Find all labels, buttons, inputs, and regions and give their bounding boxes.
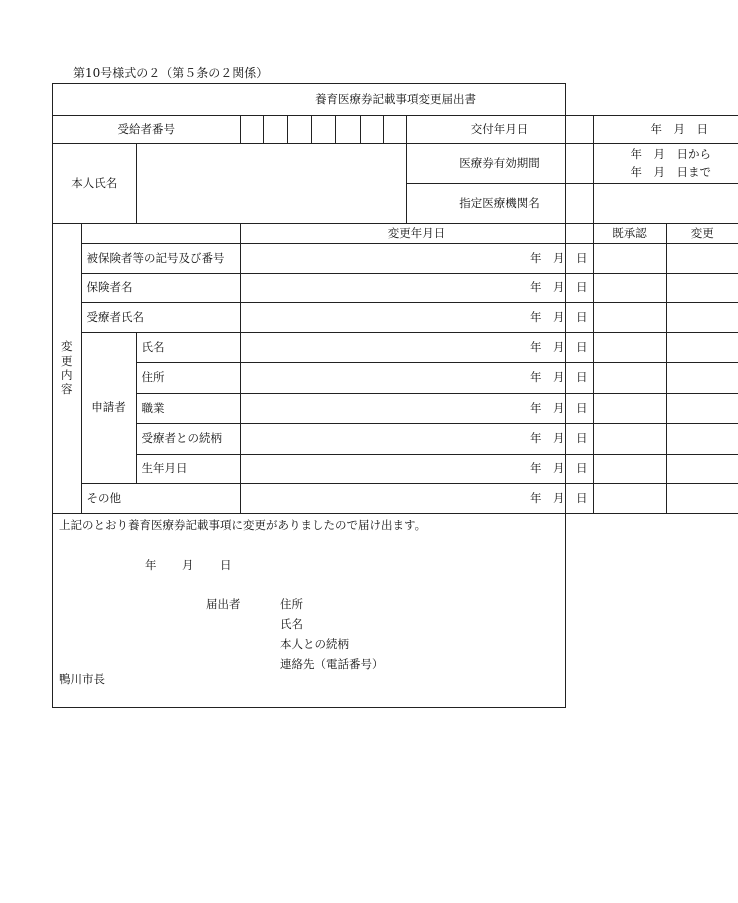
issue-date-field[interactable]: 年 月 日 — [593, 115, 738, 143]
table-row — [53, 332, 738, 362]
submitter-name-label: 氏名 — [280, 616, 303, 631]
change-date-field[interactable]: 年 月 日 — [240, 423, 593, 454]
change-date-field[interactable]: 年 月 日 — [240, 302, 593, 332]
declaration-statement: 上記のとおり養育医療券記載事項に変更がありましたので届け出ます。 — [59, 517, 427, 532]
change-date-field[interactable]: 年 月 日 — [240, 454, 593, 483]
approved-field[interactable] — [593, 454, 666, 483]
form-table — [53, 84, 738, 514]
approved-field[interactable] — [593, 423, 666, 454]
date-year-label[interactable]: 年 — [145, 557, 157, 572]
table-row — [53, 362, 738, 393]
validity-period-field[interactable] — [593, 143, 738, 183]
row-label: 受療者氏名 — [81, 302, 240, 332]
changed-field[interactable] — [666, 393, 738, 423]
declaration-section — [53, 514, 565, 708]
row-label: 被保険者等の記号及び番号 — [81, 243, 240, 273]
person-name-label: 本人氏名 — [53, 143, 136, 223]
submitter-address-label: 住所 — [280, 596, 303, 611]
table-row — [53, 243, 738, 273]
approved-field[interactable] — [593, 273, 666, 302]
row-label: 保険者名 — [81, 273, 240, 302]
recipient-number-box-3[interactable] — [287, 115, 311, 143]
validity-from: 年 月 日から — [630, 147, 711, 161]
addressee: 鴨川市長 — [59, 671, 105, 686]
recipient-number-box-5[interactable] — [335, 115, 360, 143]
recipient-number-box-4[interactable] — [311, 115, 335, 143]
person-name-field[interactable] — [136, 143, 406, 223]
form-title: 養育医療券記載事項変更届出書 — [53, 84, 738, 115]
col-change-date: 変更年月日 — [240, 223, 593, 243]
table-row — [53, 454, 738, 483]
change-date-field[interactable]: 年 月 日 — [240, 273, 593, 302]
submitter-label: 届出者 — [206, 596, 241, 611]
change-date-field[interactable]: 年 月 日 — [240, 243, 593, 273]
table-row — [53, 423, 738, 454]
notification-form — [52, 83, 714, 708]
table-row — [53, 302, 738, 332]
issue-date-label: 交付年月日 — [406, 115, 593, 143]
changed-field[interactable] — [666, 483, 738, 513]
submitter-contact-label: 連絡先（電話番号） — [280, 656, 384, 671]
row-label: 受療者との続柄 — [136, 423, 240, 454]
changed-field[interactable] — [666, 302, 738, 332]
row-label: 生年月日 — [136, 454, 240, 483]
change-content-label: 変 更 内 容 — [53, 223, 81, 513]
changed-field[interactable] — [666, 454, 738, 483]
changed-field[interactable] — [666, 273, 738, 302]
change-date-field[interactable]: 年 月 日 — [240, 362, 593, 393]
changed-field[interactable] — [666, 423, 738, 454]
date-day-label[interactable]: 日 — [220, 557, 232, 572]
applicant-label: 申請者 — [81, 332, 136, 483]
approved-field[interactable] — [593, 393, 666, 423]
approved-field[interactable] — [593, 243, 666, 273]
changes-header-blank — [81, 223, 240, 243]
change-date-field[interactable]: 年 月 日 — [240, 332, 593, 362]
validity-period-label: 医療券有効期間 — [406, 143, 593, 183]
institution-field[interactable] — [593, 183, 738, 223]
row-label: 住所 — [136, 362, 240, 393]
approved-field[interactable] — [593, 302, 666, 332]
table-row — [53, 483, 738, 513]
approved-field[interactable] — [593, 362, 666, 393]
approved-field[interactable] — [593, 332, 666, 362]
date-month-label[interactable]: 月 — [182, 557, 194, 572]
row-label: 氏名 — [136, 332, 240, 362]
col-approved: 既承認 — [593, 223, 666, 243]
recipient-number-box-7[interactable] — [383, 115, 406, 143]
change-date-field[interactable]: 年 月 日 — [240, 483, 593, 513]
row-label: 職業 — [136, 393, 240, 423]
submitter-relation-label: 本人との続柄 — [280, 636, 349, 651]
changed-field[interactable] — [666, 332, 738, 362]
table-row — [53, 393, 738, 423]
recipient-number-box-6[interactable] — [360, 115, 383, 143]
validity-to: 年 月 日まで — [630, 165, 711, 179]
table-row — [53, 273, 738, 302]
approved-field[interactable] — [593, 483, 666, 513]
institution-label: 指定医療機関名 — [406, 183, 593, 223]
recipient-number-box-2[interactable] — [263, 115, 287, 143]
recipient-number-label: 受給者番号 — [53, 115, 240, 143]
form-number: 第10号様式の２（第５条の２関係） — [73, 66, 269, 80]
recipient-number-box-1[interactable] — [240, 115, 263, 143]
col-changed: 変更 — [666, 223, 738, 243]
changed-field[interactable] — [666, 243, 738, 273]
row-label: その他 — [81, 483, 240, 513]
change-date-field[interactable]: 年 月 日 — [240, 393, 593, 423]
changed-field[interactable] — [666, 362, 738, 393]
